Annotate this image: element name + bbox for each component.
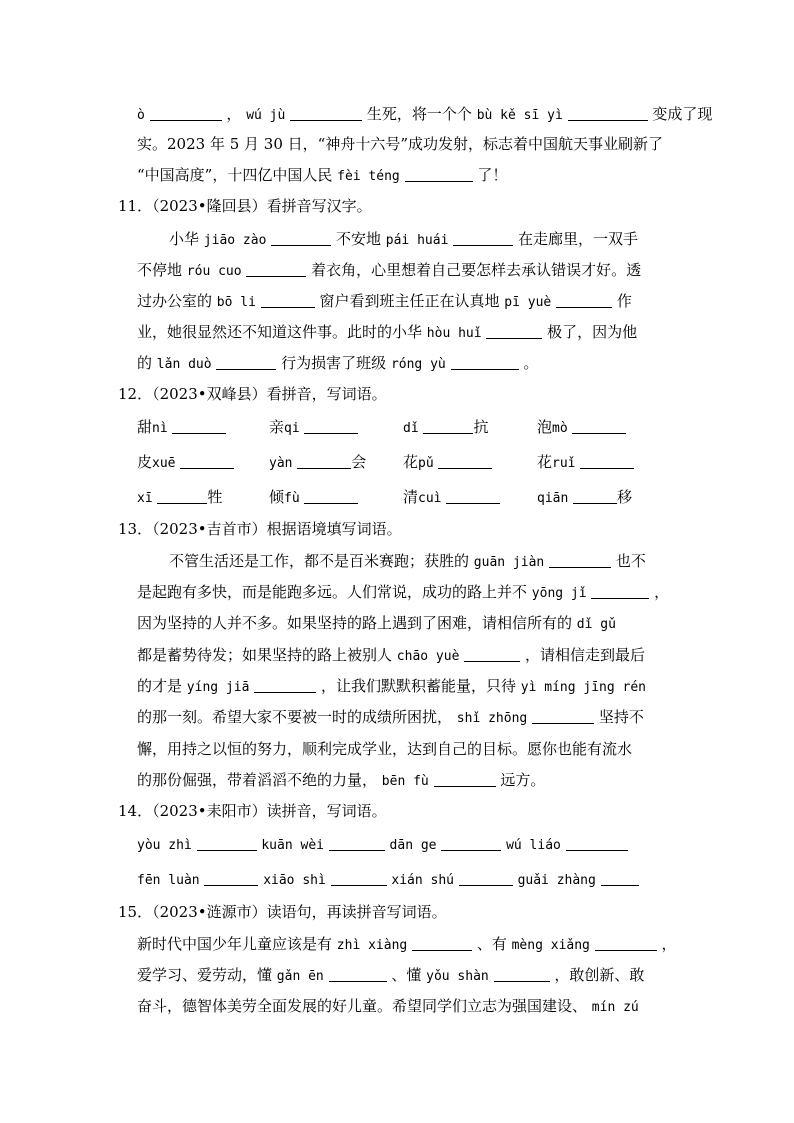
q13-line-1 [169,551,646,573]
answer-blank[interactable] [568,106,648,121]
answer-blank[interactable] [180,454,234,469]
answer-blank[interactable] [329,836,385,851]
pinyin: kuān wèi [261,838,324,853]
word-item: xī 牲 [137,488,223,506]
answer-blank[interactable] [246,262,306,277]
q11-line-4 [137,322,637,344]
pinyin: lǎn duò [156,357,212,372]
text: ， [661,935,677,953]
answer-blank[interactable] [580,454,634,469]
pinyin: ò [137,108,145,123]
pinyin: bù kě sī yì [476,108,563,123]
q10-line-2: 实。2023 年 5 月 30 日，“神舟十六号”成功发射，标志着中国航天事业刷新了 [137,135,663,153]
text: “中国高度”，十四亿中国人民 [137,166,333,184]
q15-line-1 [137,934,676,956]
text: 也不 [615,552,646,570]
pinyin: bō li [216,295,256,310]
answer-blank[interactable] [197,836,257,851]
text: 的那份倔强，带着滔滔不绝的力量， [137,771,378,789]
q12-header: 12．（2023•双峰县）看拼音，写词语。 [118,385,387,403]
answer-blank[interactable] [438,454,492,469]
answer-blank[interactable] [453,231,513,246]
text: ，敢创新、敢 [554,966,645,984]
text: 生死，将一个个 [366,105,472,123]
text: ， [654,583,670,601]
q11-line-1 [169,229,638,251]
word-item: 清cuì [403,487,537,509]
answer-blank[interactable] [459,871,513,886]
pinyin: zhì xiàng [336,938,408,953]
text: 奋斗，德智体美劳全面发展的好儿童。希望同学们立志为强国建设、 [137,997,588,1015]
q13-line-6 [137,707,644,729]
q12-row-2 [137,452,647,474]
pinyin: yì míng jīng rén [520,680,647,695]
pinyin: shǐ zhōng [456,711,528,726]
answer-blank[interactable] [434,772,496,787]
pinyin: pī yuè [504,295,552,310]
answer-blank[interactable] [329,967,387,982]
answer-blank[interactable] [216,355,276,370]
answer-blank[interactable] [261,293,315,308]
answer-blank[interactable] [331,871,387,886]
text: 窗户看到班主任正在认真地 [319,292,500,310]
word-item: 倾fù [269,487,403,509]
text: 都是蓄势待发；如果坚持的路上被别人 [137,646,393,664]
q10-line-1 [137,104,712,126]
pinyin: jiāo zào [203,233,267,248]
answer-blank[interactable] [549,553,611,568]
text: 远方。 [500,771,546,789]
word-item: qiān 移 [537,488,633,506]
text: 着衣角，心里想着自己要怎样去承认错误才好。透 [311,261,642,279]
answer-blank[interactable] [595,936,657,951]
pinyin: róng yù [390,357,446,372]
text: ，请相信走到最后 [524,646,645,664]
text: 因为坚持的人并不多。如果坚持的路上遇到了困难，请相信所有的 [137,614,573,632]
answer-blank[interactable] [297,454,351,469]
answer-blank[interactable] [451,355,519,370]
text: 新时代中国少年儿童应该是有 [137,935,333,953]
answer-blank[interactable] [204,871,258,886]
answer-blank[interactable] [304,419,358,434]
q13-line-4 [137,645,645,667]
pinyin: wú liáo [506,838,561,853]
pinyin: dǐ gǔ [576,617,616,632]
pinyin: mín zú [591,1000,639,1015]
text: 的才是 [137,677,183,695]
pinyin: yòu zhì [137,838,192,853]
pinyin: chāo yuè [396,649,460,664]
word-item: 亲qi [269,417,403,439]
text: ， [226,105,242,123]
q14-row-1 [137,834,628,856]
q13-line-5 [137,676,646,698]
q15-line-3 [137,996,639,1018]
answer-blank[interactable] [566,836,628,851]
word-item: 皮xuē [137,452,269,474]
pinyin: yíng jiā [186,680,250,695]
text: 了！ [477,166,508,184]
q13-header: 13．（2023•吉首市）根据语境填写词语。 [118,520,402,538]
q15-line-2 [137,965,644,987]
word-item: 花pǔ [403,452,537,474]
text: 极了，因为他 [547,323,638,341]
pinyin: xiāo shì [263,873,326,888]
text: 在走廊里，一双手 [517,230,638,248]
answer-blank[interactable] [254,678,316,693]
q14-header: 14．（2023•耒阳市）读拼音，写词语。 [118,802,387,820]
answer-blank[interactable] [464,647,520,662]
answer-blank[interactable] [150,106,222,121]
answer-blank[interactable] [290,106,362,121]
pinyin: hòu huǐ [426,326,482,341]
pinyin: fēn luàn [137,873,200,888]
text: 、懂 [391,966,422,984]
q12-row-1 [137,417,647,439]
pinyin: mèng xiǎng [511,938,590,953]
text: ，让我们默默积蓄能量，只待 [320,677,516,695]
answer-blank[interactable] [532,709,594,724]
text: 变成了现 [652,105,713,123]
text: 爱学习、爱劳动，懂 [137,966,273,984]
word-item: dǐ 抗 [403,418,489,436]
word-item: 花ruǐ [537,452,647,474]
answer-blank[interactable] [556,293,612,308]
answer-blank[interactable] [172,419,226,434]
answer-blank[interactable] [157,489,207,504]
pinyin: yōng jǐ [531,586,587,601]
q13-line-3 [137,613,616,635]
q14-row-2 [137,869,639,891]
answer-blank[interactable] [446,489,500,504]
answer-blank[interactable] [601,871,639,886]
answer-blank[interactable] [412,936,472,951]
text: 业，她很显然还不知道这件事。此时的小华 [137,323,423,341]
pinyin: guǎi zhàng [517,873,596,888]
word-item: yàn 会 [269,453,367,471]
text: 、有 [476,935,507,953]
q11-line-5 [137,353,538,375]
pinyin: dān ge [389,838,437,853]
pinyin: guān jiàn [473,555,545,570]
word-item: 甜nì [137,417,269,439]
q10-line-3 [137,165,507,187]
q12-row-3 [137,487,649,509]
q15-header: 15．（2023•涟源市）读语句，再读拼音写词语。 [118,903,447,921]
pinyin: wú jù [246,108,286,123]
q13-line-7: 懈，用持之以恒的努力，顺利完成学业，达到自己的目标。愿你也能有流水 [137,740,633,758]
text: 不停地 [137,261,183,279]
pinyin: pái huái [385,233,449,248]
pinyin: róu cuo [186,264,242,279]
text: 不管生活还是工作，都不是百米赛跑；获胜的 [169,552,470,570]
answer-blank[interactable] [591,584,649,599]
answer-blank[interactable] [423,419,473,434]
text: 作 [616,292,632,310]
q11-header: 11．（2023•隆回县）看拼音写汉字。 [118,197,372,215]
pinyin: yǒu shàn [426,969,489,984]
pinyin: gǎn ēn [276,969,324,984]
q11-line-3 [137,291,632,313]
answer-blank[interactable] [405,167,473,182]
text: 不安地 [335,230,381,248]
text: 的那一刻。希望大家不要被一时的成绩所困扰， [137,708,453,726]
text: 小华 [169,230,200,248]
pinyin: fèi téng [337,169,400,184]
answer-blank[interactable] [494,967,550,982]
pinyin: bēn fù [381,774,429,789]
pinyin: xián shú [391,873,454,888]
text: 坚持不 [598,708,644,726]
answer-blank[interactable] [441,836,501,851]
text: 行为损害了班级 [281,354,387,372]
answer-blank[interactable] [304,489,358,504]
text: 是起跑有多快，而是能跑多远。人们常说，成功的路上并不 [137,583,528,601]
q13-line-8 [137,770,545,792]
word-item: 泡mò [537,417,647,439]
text: 过办公室的 [137,292,213,310]
q13-line-2 [137,582,669,604]
answer-blank[interactable] [486,324,542,339]
q11-line-2 [137,260,641,282]
answer-blank[interactable] [572,419,626,434]
answer-blank[interactable] [271,231,331,246]
text: 。 [523,354,539,372]
answer-blank[interactable] [573,489,617,504]
text: 的 [137,354,153,372]
